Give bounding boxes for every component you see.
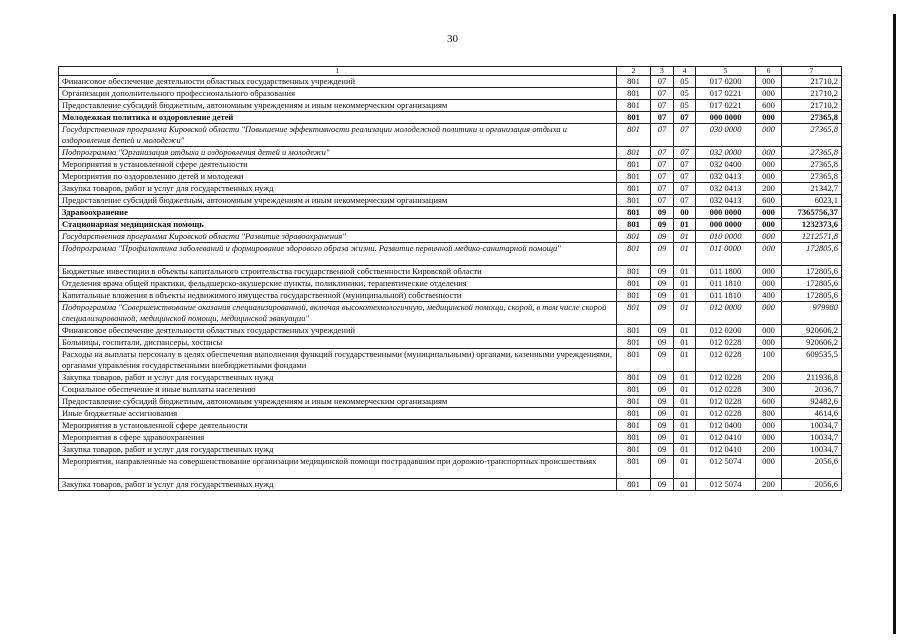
cell-subsection: 05	[674, 76, 696, 88]
header-cell-subsection: 4	[674, 67, 696, 76]
cell-name: Иные бюджетные ассигнования	[59, 408, 617, 420]
cell-ministry: 801	[617, 384, 651, 396]
cell-name: Социальное обеспечение и иные выплаты населению	[59, 384, 617, 396]
cell-name: Подпрограмма "Профилактика заболеваний и формирование здорового образа жизни. Развитие первичной медико-санитарной помощи"	[59, 243, 617, 266]
table-row	[59, 349, 842, 372]
cell-target: 017 0221	[696, 88, 756, 100]
cell-amount: 92482,6	[782, 396, 842, 408]
table-row	[59, 88, 842, 100]
cell-expense-type: 400	[756, 290, 782, 302]
cell-name: Закупка товаров, работ и услуг для государственных нужд	[59, 479, 617, 491]
table-row	[59, 100, 842, 112]
cell-subsection: 01	[674, 432, 696, 444]
cell-name: Молодежная политика и оздоровление детей	[59, 112, 617, 124]
table-body	[59, 67, 842, 491]
table-row	[59, 243, 842, 266]
header-cell-target: 5	[696, 67, 756, 76]
cell-target: 030 0000	[696, 124, 756, 147]
cell-section: 09	[651, 408, 674, 420]
cell-amount: 6023,1	[782, 195, 842, 207]
cell-subsection: 01	[674, 372, 696, 384]
cell-subsection: 01	[674, 278, 696, 290]
cell-subsection: 01	[674, 231, 696, 243]
cell-target: 012 0410	[696, 432, 756, 444]
header-cell-amount: 7	[782, 67, 842, 76]
table-row	[59, 290, 842, 302]
cell-subsection: 01	[674, 302, 696, 325]
table-row	[59, 325, 842, 337]
table-row	[59, 266, 842, 278]
cell-target: 012 0200	[696, 325, 756, 337]
cell-expense-type: 600	[756, 100, 782, 112]
cell-amount: 27365,8	[782, 112, 842, 124]
cell-ministry: 801	[617, 183, 651, 195]
cell-target: 012 0000	[696, 302, 756, 325]
cell-amount: 172805,6	[782, 278, 842, 290]
cell-section: 09	[651, 231, 674, 243]
cell-subsection: 00	[674, 207, 696, 219]
cell-subsection: 05	[674, 100, 696, 112]
cell-section: 07	[651, 147, 674, 159]
cell-expense-type: 200	[756, 372, 782, 384]
table-row	[59, 195, 842, 207]
cell-amount: 920606,2	[782, 325, 842, 337]
cell-name: Закупка товаров, работ и услуг для государственных нужд	[59, 183, 617, 195]
cell-name: Здравоохранение	[59, 207, 617, 219]
cell-subsection: 07	[674, 147, 696, 159]
cell-expense-type: 000	[756, 325, 782, 337]
cell-section: 07	[651, 76, 674, 88]
cell-ministry: 801	[617, 479, 651, 491]
cell-target: 000 0000	[696, 219, 756, 231]
cell-section: 09	[651, 243, 674, 266]
cell-subsection: 05	[674, 88, 696, 100]
cell-expense-type: 200	[756, 183, 782, 195]
table-row	[59, 219, 842, 231]
cell-ministry: 801	[617, 159, 651, 171]
cell-expense-type: 000	[756, 147, 782, 159]
cell-section: 09	[651, 372, 674, 384]
cell-expense-type: 000	[756, 432, 782, 444]
cell-amount: 27365,8	[782, 159, 842, 171]
budget-table	[58, 66, 842, 491]
cell-section: 09	[651, 290, 674, 302]
cell-expense-type: 600	[756, 195, 782, 207]
cell-amount: 21710,2	[782, 88, 842, 100]
cell-ministry: 801	[617, 420, 651, 432]
cell-section: 07	[651, 159, 674, 171]
cell-ministry: 801	[617, 444, 651, 456]
table-row	[59, 302, 842, 325]
cell-target: 011 0000	[696, 243, 756, 266]
cell-ministry: 801	[617, 100, 651, 112]
cell-section: 09	[651, 444, 674, 456]
cell-ministry: 801	[617, 195, 651, 207]
cell-target: 012 5074	[696, 479, 756, 491]
cell-name: Мероприятия в установленной сфере деятельности	[59, 159, 617, 171]
table-row	[59, 479, 842, 491]
cell-expense-type: 000	[756, 207, 782, 219]
cell-subsection: 07	[674, 112, 696, 124]
cell-amount: 609535,5	[782, 349, 842, 372]
cell-ministry: 801	[617, 456, 651, 479]
cell-subsection: 07	[674, 124, 696, 147]
cell-subsection: 01	[674, 384, 696, 396]
cell-expense-type: 300	[756, 384, 782, 396]
cell-ministry: 801	[617, 349, 651, 372]
cell-subsection: 01	[674, 408, 696, 420]
cell-target: 012 5074	[696, 456, 756, 479]
cell-expense-type: 000	[756, 231, 782, 243]
cell-section: 09	[651, 219, 674, 231]
cell-ministry: 801	[617, 290, 651, 302]
table-header-row	[59, 67, 842, 76]
table-row	[59, 432, 842, 444]
cell-section: 09	[651, 479, 674, 491]
cell-section: 07	[651, 171, 674, 183]
cell-section: 09	[651, 266, 674, 278]
cell-target: 032 0413	[696, 183, 756, 195]
cell-amount: 4614,6	[782, 408, 842, 420]
cell-subsection: 07	[674, 159, 696, 171]
header-cell-section: 3	[651, 67, 674, 76]
cell-target: 011 1800	[696, 266, 756, 278]
cell-expense-type: 100	[756, 349, 782, 372]
cell-target: 012 0228	[696, 396, 756, 408]
cell-section: 07	[651, 112, 674, 124]
cell-target: 012 0410	[696, 444, 756, 456]
cell-name: Бюджетные инвестиции в объекты капитального строительства государственной собственности Кировской области	[59, 266, 617, 278]
table-row	[59, 112, 842, 124]
cell-target: 032 0413	[696, 171, 756, 183]
table-row	[59, 444, 842, 456]
cell-expense-type: 000	[756, 171, 782, 183]
cell-name: Капитальные вложения в объекты недвижимого имущества государственной (муниципальной) собственности	[59, 290, 617, 302]
cell-name: Отделения врача общей практики, фельдшерско-акушерские пункты, поликлиники, терапевтические отделения	[59, 278, 617, 290]
cell-section: 07	[651, 100, 674, 112]
cell-section: 07	[651, 124, 674, 147]
cell-subsection: 01	[674, 456, 696, 479]
table-row	[59, 456, 842, 479]
cell-amount: 21342,7	[782, 183, 842, 195]
cell-ministry: 801	[617, 147, 651, 159]
cell-name: Финансовое обеспечение деятельности областных государственных учреждений	[59, 76, 617, 88]
cell-target: 012 0228	[696, 349, 756, 372]
cell-amount: 172805,6	[782, 266, 842, 278]
cell-subsection: 07	[674, 195, 696, 207]
table-row	[59, 159, 842, 171]
cell-amount: 172805,6	[782, 290, 842, 302]
cell-target: 000 0000	[696, 112, 756, 124]
cell-name: Финансовое обеспечение деятельности областных государственных учреждений	[59, 325, 617, 337]
cell-ministry: 801	[617, 278, 651, 290]
cell-subsection: 07	[674, 183, 696, 195]
cell-amount: 7365756,37	[782, 207, 842, 219]
cell-target: 032 0400	[696, 159, 756, 171]
table-row	[59, 420, 842, 432]
cell-subsection: 01	[674, 219, 696, 231]
cell-amount: 21710,2	[782, 100, 842, 112]
cell-subsection: 01	[674, 420, 696, 432]
cell-amount: 2056,6	[782, 456, 842, 479]
cell-name: Мероприятия по оздоровлению детей и молодежи	[59, 171, 617, 183]
cell-target: 032 0000	[696, 147, 756, 159]
cell-section: 09	[651, 302, 674, 325]
cell-section: 09	[651, 396, 674, 408]
cell-target: 017 0221	[696, 100, 756, 112]
cell-section: 09	[651, 278, 674, 290]
cell-expense-type: 000	[756, 159, 782, 171]
cell-ministry: 801	[617, 325, 651, 337]
cell-target: 012 0228	[696, 384, 756, 396]
cell-subsection: 01	[674, 444, 696, 456]
cell-section: 09	[651, 456, 674, 479]
cell-subsection: 01	[674, 396, 696, 408]
cell-amount: 2036,7	[782, 384, 842, 396]
cell-expense-type: 000	[756, 456, 782, 479]
cell-section: 09	[651, 420, 674, 432]
table-row	[59, 124, 842, 147]
cell-section: 07	[651, 195, 674, 207]
table-row	[59, 76, 842, 88]
cell-expense-type: 000	[756, 124, 782, 147]
cell-subsection: 01	[674, 479, 696, 491]
cell-expense-type: 000	[756, 337, 782, 349]
cell-amount: 920606,2	[782, 337, 842, 349]
cell-section: 09	[651, 384, 674, 396]
cell-section: 09	[651, 207, 674, 219]
cell-subsection: 01	[674, 325, 696, 337]
cell-subsection: 01	[674, 243, 696, 266]
cell-name: Государственная программа Кировской области "Повышение эффективности реализации молодежной политики и организация отдыха и оздоровления детей и молодежи"	[59, 124, 617, 147]
cell-name: Мероприятия в установленной сфере деятельности	[59, 420, 617, 432]
cell-section: 07	[651, 88, 674, 100]
cell-expense-type: 000	[756, 112, 782, 124]
cell-amount: 21710,2	[782, 76, 842, 88]
cell-ministry: 801	[617, 219, 651, 231]
cell-ministry: 801	[617, 266, 651, 278]
header-cell-name: 1	[59, 67, 617, 76]
cell-ministry: 801	[617, 171, 651, 183]
cell-expense-type: 600	[756, 396, 782, 408]
cell-section: 09	[651, 337, 674, 349]
cell-ministry: 801	[617, 432, 651, 444]
cell-subsection: 01	[674, 290, 696, 302]
cell-expense-type: 000	[756, 88, 782, 100]
table-row	[59, 372, 842, 384]
cell-expense-type: 000	[756, 243, 782, 266]
cell-subsection: 01	[674, 337, 696, 349]
cell-subsection: 01	[674, 266, 696, 278]
cell-name: Предоставление субсидий бюджетным, автономным учреждениям и иным некоммерческим организациям	[59, 100, 617, 112]
cell-expense-type: 000	[756, 219, 782, 231]
page-number: 30	[447, 33, 458, 45]
cell-section: 09	[651, 349, 674, 372]
cell-ministry: 801	[617, 302, 651, 325]
cell-name: Закупка товаров, работ и услуг для государственных нужд	[59, 372, 617, 384]
cell-ministry: 801	[617, 207, 651, 219]
cell-target: 011 1810	[696, 278, 756, 290]
cell-ministry: 801	[617, 243, 651, 266]
cell-target: 012 0400	[696, 420, 756, 432]
cell-amount: 2056,6	[782, 479, 842, 491]
cell-section: 09	[651, 432, 674, 444]
cell-amount: 10034,7	[782, 432, 842, 444]
cell-name: Мероприятия, направленные на совершенствование организации медицинской помощи пострадавшим при дорожно-транспортных происшествиях	[59, 456, 617, 479]
cell-name: Предоставление субсидий бюджетным, автономным учреждениям и иным некоммерческим организациям	[59, 396, 617, 408]
table-row	[59, 408, 842, 420]
cell-ministry: 801	[617, 396, 651, 408]
cell-ministry: 801	[617, 337, 651, 349]
cell-name: Подпрограмма "Совершенствование оказания специализированной, включая высокотехнологичную, медицинской помощи, скорой, в том числе скорой специализированной, медицинской помощи, медицинской эвакуации"	[59, 302, 617, 325]
cell-target: 032 0413	[696, 195, 756, 207]
cell-name: Подпрограмма "Организация отдыха и оздоровления детей и молодежи"	[59, 147, 617, 159]
cell-amount: 172805,6	[782, 243, 842, 266]
cell-name: Расходы на выплаты персоналу в целях обеспечения выполнения функций государственными (муниципальными) органами, казенными учреждениями, органами управления государственными внебюджетными фондами	[59, 349, 617, 372]
table-row	[59, 384, 842, 396]
cell-ministry: 801	[617, 88, 651, 100]
cell-expense-type: 200	[756, 479, 782, 491]
table-row	[59, 207, 842, 219]
table-row	[59, 183, 842, 195]
cell-name: Стационарная медицинская помощь	[59, 219, 617, 231]
cell-target: 012 0228	[696, 337, 756, 349]
cell-name: Больницы, госпитали, диспансеры, хосписы	[59, 337, 617, 349]
cell-expense-type: 000	[756, 76, 782, 88]
cell-amount: 10034,7	[782, 444, 842, 456]
cell-target: 012 0228	[696, 372, 756, 384]
cell-amount: 1212571,8	[782, 231, 842, 243]
cell-name: Государственная программа Кировской области "Развитие здравоохранения"	[59, 231, 617, 243]
cell-amount: 1232373,6	[782, 219, 842, 231]
cell-ministry: 801	[617, 408, 651, 420]
cell-name: Организации дополнительного профессионального образования	[59, 88, 617, 100]
table-row	[59, 147, 842, 159]
cell-name: Закупка товаров, работ и услуг для государственных нужд	[59, 444, 617, 456]
cell-ministry: 801	[617, 231, 651, 243]
cell-amount: 27365,8	[782, 124, 842, 147]
cell-amount: 10034,7	[782, 420, 842, 432]
page-edge-mark	[893, 14, 896, 634]
table-row	[59, 396, 842, 408]
table-row	[59, 337, 842, 349]
cell-target: 012 0228	[696, 408, 756, 420]
cell-amount: 27365,8	[782, 171, 842, 183]
cell-target: 017 0200	[696, 76, 756, 88]
cell-target: 011 1810	[696, 290, 756, 302]
cell-ministry: 801	[617, 124, 651, 147]
cell-section: 07	[651, 183, 674, 195]
cell-expense-type: 800	[756, 408, 782, 420]
cell-ministry: 801	[617, 76, 651, 88]
cell-name: Предоставление субсидий бюджетным, автономным учреждениям и иным некоммерческим организациям	[59, 195, 617, 207]
cell-name: Мероприятия в сфере здравоохранения	[59, 432, 617, 444]
cell-subsection: 01	[674, 349, 696, 372]
cell-subsection: 07	[674, 171, 696, 183]
table-row	[59, 171, 842, 183]
cell-expense-type: 000	[756, 420, 782, 432]
cell-section: 09	[651, 325, 674, 337]
cell-ministry: 801	[617, 112, 651, 124]
cell-target: 010 0000	[696, 231, 756, 243]
cell-amount: 211936,8	[782, 372, 842, 384]
cell-amount: 27365,8	[782, 147, 842, 159]
cell-target: 000 0000	[696, 207, 756, 219]
cell-expense-type: 000	[756, 266, 782, 278]
cell-ministry: 801	[617, 372, 651, 384]
header-cell-expense-type: 6	[756, 67, 782, 76]
header-cell-ministry: 2	[617, 67, 651, 76]
cell-expense-type: 200	[756, 444, 782, 456]
table-row	[59, 231, 842, 243]
table-row	[59, 278, 842, 290]
cell-amount: 979980	[782, 302, 842, 325]
cell-expense-type: 000	[756, 278, 782, 290]
cell-expense-type: 000	[756, 302, 782, 325]
